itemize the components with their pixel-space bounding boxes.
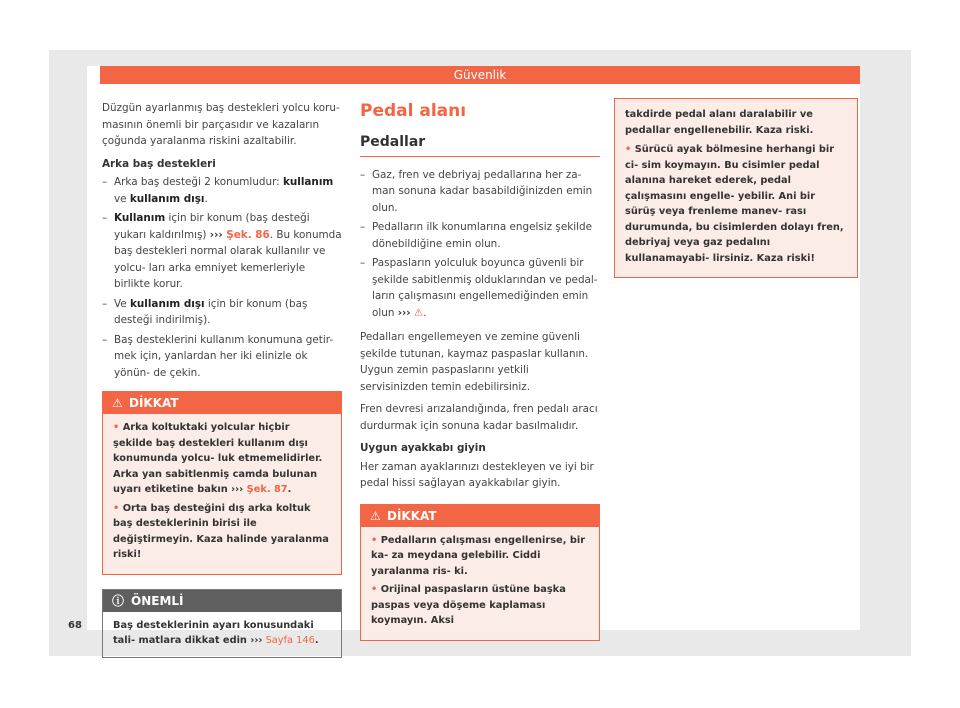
warning-continuation: takdirde pedal alanı daralabilir ve pedallar engellenebilir. Kaza riski. (625, 109, 814, 136)
warning-title: ⚠ DİKKAT (361, 505, 599, 527)
figure-link[interactable]: Şek. 86 (222, 228, 270, 241)
intro-paragraph: Düzgün ayarlanmış baş destekleri yolcu koru- masının önemli bir parçasıdır ve kazaların çoğunda yaralanma riskini azaltabilir. (102, 102, 340, 147)
warning-box (102, 391, 342, 575)
warning-box (360, 504, 600, 641)
section-header: Güvenlik (100, 66, 860, 84)
warning-triangle-icon: ⚠ (413, 306, 424, 319)
section-heading: Arka baş destekleri (102, 157, 216, 170)
page-number: 68 (68, 620, 82, 631)
paragraph: Fren devresi arızalandığında, fren pedalı aracı durdurmak için sonuna kadar basılmalıdır. (360, 403, 598, 432)
warning-bullet: • Arka koltuktaki yolcular hiçbir şekilde baş destekleri kullanım dışı konumunda yolcu- luk etmemelidirler. Arka yan sabitlenmiş camda bulunan uyarı etiketine bakın ››› Şek. 87. (113, 420, 331, 498)
list-item: – Paspasların yolculuk boyunca güvenli bir şekilde sabitlenmiş olduklarından ve pedal- ların çalışmasını engellemediğinden emin olun ››› ⚠. (360, 255, 600, 321)
warning-bullet: • Orijinal paspasların üstüne başka paspas veya döşeme kaplaması koymayın. Aksi (371, 582, 589, 629)
warning-box-continued (614, 98, 858, 278)
subtitle: Pedallar (360, 134, 600, 157)
warning-bullet: • Pedalların çalışması engellenirse, bir ka- za meydana gelebilir. Ciddi yaralanma ris- ki. (371, 533, 589, 580)
list-item: – Gaz, fren ve debriyaj pedallarına her za- man sonuna kadar basabildiğinizden emin olun. (360, 167, 600, 217)
note-box: ⓘ ÖNEMLİ Baş desteklerinin ayarı konusundaki tali- matlara dikkat edin ››› Sayfa 146. (102, 589, 342, 658)
column-right (614, 98, 858, 288)
column-left (102, 100, 342, 672)
list-item: – Ve kullanım dışı için bir konum (baş desteği indirilmiş). (102, 296, 342, 329)
list-item: – Arka baş desteği 2 konumludur: kullanım ve kullanım dışı. (102, 174, 342, 207)
warning-title: ⚠ DİKKAT (103, 392, 341, 414)
page-title: Pedal alanı (360, 101, 467, 121)
warning-bullet: • Orta baş desteğini dış arka koltuk baş desteklerinin birisi ile değiştirmeyin. Kaza halinde yaralanma riski! (113, 501, 331, 563)
note-title: ⓘ ÖNEMLİ (103, 590, 341, 612)
section-heading: Uygun ayakkabı giyin (360, 442, 486, 454)
list-item: – Baş desteklerini kullanım konumuna getir- mek için, yanlardan her iki elinizle ok yönün- de çekin. (102, 332, 342, 382)
warning-bullet: • Sürücü ayak bölmesine herhangi bir ci- sim koymayın. Bu cisimler pedal alanına hareket ederek, pedal çalışmasını engelle- yebilir. Ani bir sürüş veya frenleme manev- rası durumunda, bu cisimlerden dolayı fren, debriyaj veya gaz pedalını kullanamayabi- lirsiniz. Kaza riski! (625, 142, 847, 266)
page-link[interactable]: Sayfa 146 (262, 635, 315, 646)
list-item: – Kullanım için bir konum (baş desteği yukarı kaldırılmış) ››› Şek. 86. Bu konumda baş destekleri normal olarak kullanılır ve yolcu- ları arka emniyet kemerleriyle birlikte korur. (102, 210, 342, 293)
paragraph: Pedalları engellemeyen ve zemine güvenli şekilde tutunan, kaymaz paspaslar kullanın. Uygun zemin paspaslarını yetkili servisinizden temin edebilirsiniz. (360, 331, 589, 393)
paragraph: Her zaman ayaklarınızı destekleyen ve iyi bir pedal hissi sağlayan ayakkabılar giyin. (360, 460, 594, 489)
list-item: – Pedalların ilk konumlarına engelsiz şekilde dönebildiğine emin olun. (360, 219, 600, 252)
figure-link[interactable]: Şek. 87 (243, 484, 288, 495)
column-middle (360, 100, 600, 651)
